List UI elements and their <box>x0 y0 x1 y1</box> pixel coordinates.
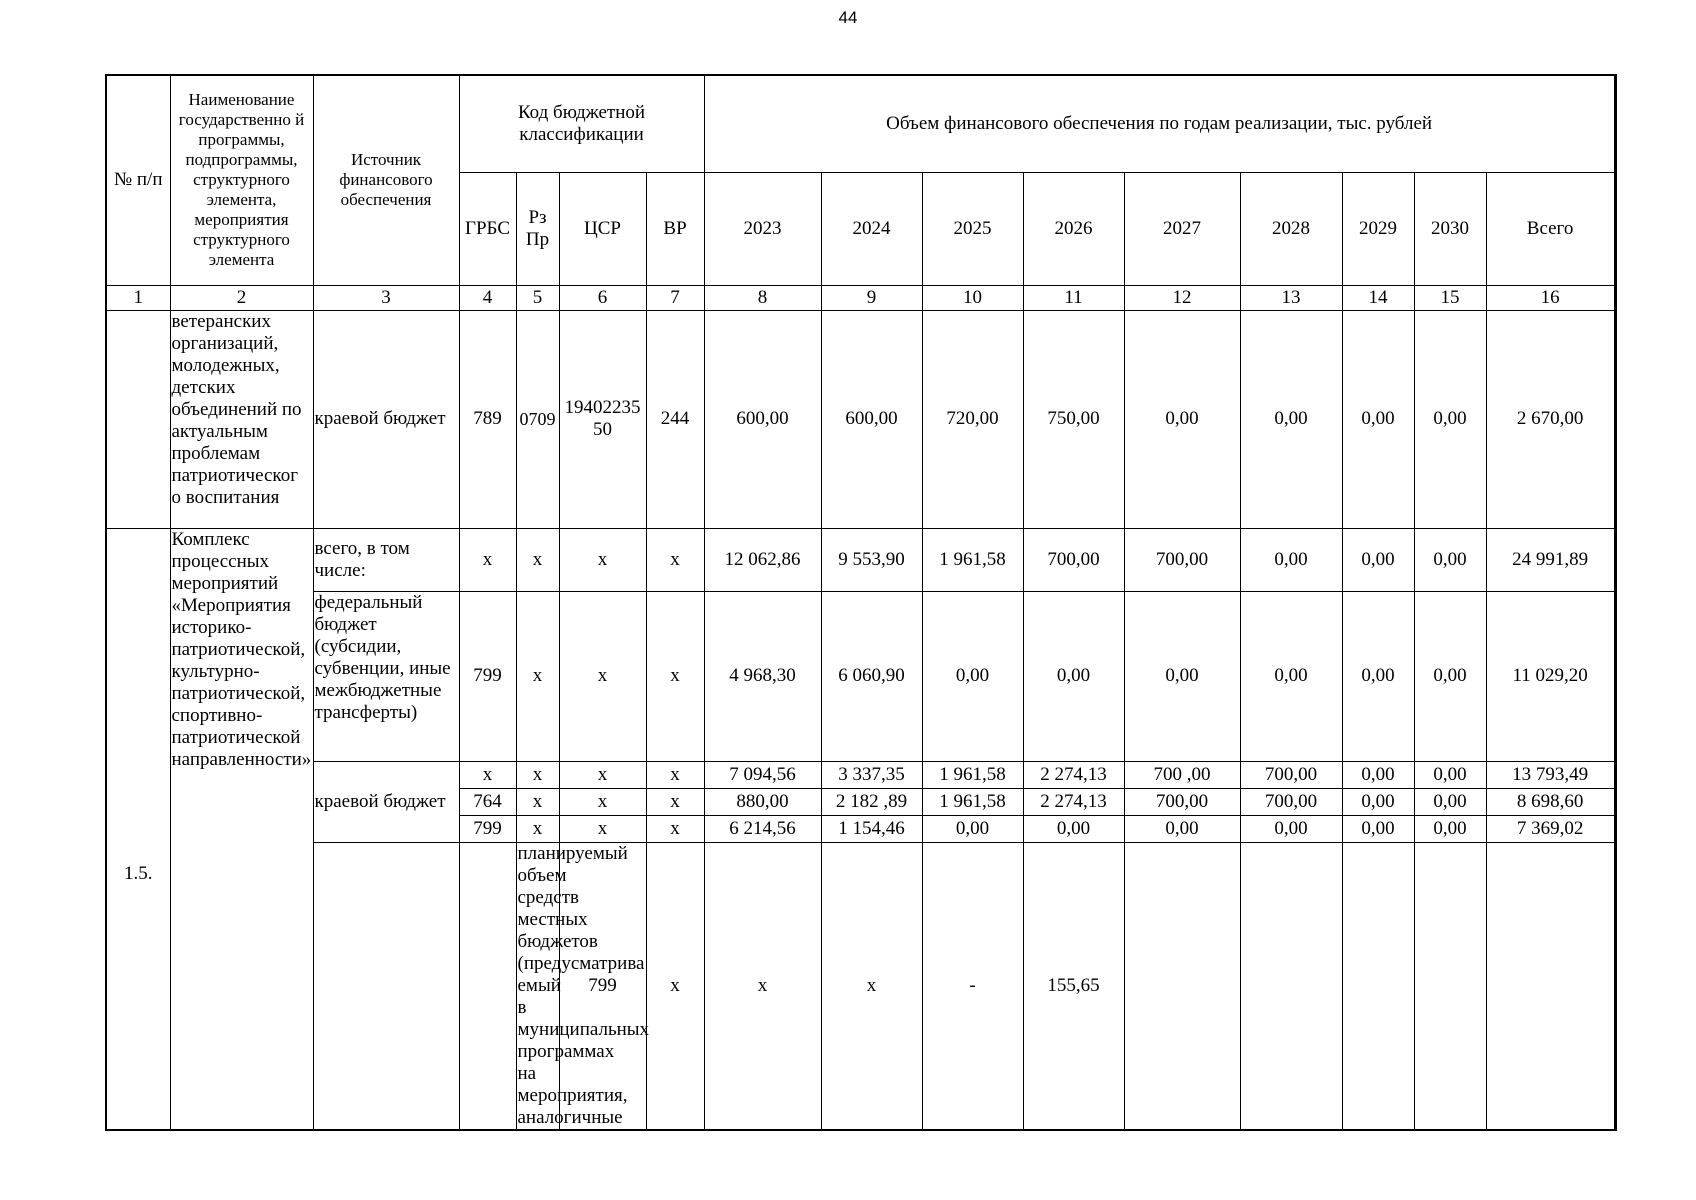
header-source: Источник финансового обеспечения <box>313 75 459 285</box>
value-cell: 0,00 <box>1414 310 1486 528</box>
value-cell: 700 ,00 <box>1124 761 1240 788</box>
col-number: 9 <box>821 285 922 310</box>
column-number-row <box>106 285 1616 310</box>
total-cell: 24 991,89 <box>1486 528 1614 591</box>
funding-source: всего, в том числе: <box>313 528 459 591</box>
header-grbs: ГРБС <box>459 172 516 285</box>
value-cell: 2 182 ,89 <box>821 788 922 815</box>
value-cell: 0,00 <box>1240 815 1342 842</box>
vr-cell: х <box>646 591 704 761</box>
value-cell: 155,65 <box>1023 842 1124 1130</box>
total-cell <box>1615 842 1616 1130</box>
csr-cell: х <box>559 591 646 761</box>
value-cell: 700,00 <box>1023 528 1124 591</box>
total-cell: 13 793,49 <box>1486 761 1614 788</box>
header-year: 2028 <box>1240 172 1342 285</box>
total-cell: 2 670,00 <box>1486 310 1614 528</box>
header-total: Всего <box>1486 172 1614 285</box>
header-num: № п/п <box>106 75 170 285</box>
grbs-cell: х <box>459 761 516 788</box>
header-csr: ЦСР <box>559 172 646 285</box>
total-cell: 8 698,60 <box>1486 788 1614 815</box>
col-number: 4 <box>459 285 516 310</box>
value-cell: - <box>922 842 1023 1130</box>
grbs-cell: 799 <box>459 815 516 842</box>
header-volume-group: Объем финансового обеспечения по годам реализации, тыс. рублей <box>704 75 1614 172</box>
vr-cell: х <box>646 528 704 591</box>
col-number: 10 <box>922 285 1023 310</box>
col-number: 15 <box>1414 285 1486 310</box>
vr-cell: х <box>646 815 704 842</box>
rzpr-cell: х <box>516 761 559 788</box>
value-cell: 0,00 <box>1342 310 1414 528</box>
header-vr: ВР <box>646 172 704 285</box>
header-year: 2023 <box>704 172 821 285</box>
value-cell: 4 968,30 <box>704 591 821 761</box>
value-cell: 700,00 <box>1240 788 1342 815</box>
col-number: 6 <box>559 285 646 310</box>
value-cell: 0,00 <box>1240 591 1342 761</box>
header-year: 2029 <box>1342 172 1414 285</box>
rzpr-cell: х <box>516 815 559 842</box>
header-year: 2025 <box>922 172 1023 285</box>
value-cell: 0,00 <box>1414 591 1486 761</box>
value-cell: 2 274,13 <box>1023 788 1124 815</box>
rzpr-cell: х <box>646 842 704 1130</box>
value-cell: 700,00 <box>1124 528 1240 591</box>
value-cell: 0,00 <box>1124 591 1240 761</box>
grbs-cell: 799 <box>459 591 516 761</box>
csr-cell: х <box>704 842 821 1130</box>
funding-source: планируемый объем средств местных бюджетов (предусматрива емый в муниципальных программах на мероприятия, аналогичные <box>517 842 650 1128</box>
value-cell: 0,00 <box>1124 815 1240 842</box>
header-rzpr: Рз Пр <box>516 172 559 285</box>
measure-name: ветеранских организаций, молодежных, детских объединений по актуальным проблемам патриотическог о воспитания <box>170 310 313 528</box>
funding-source: федеральный бюджет (субсидии, субвенции, иные межбюджетные трансферты) <box>313 591 459 761</box>
value-cell: 12 062,86 <box>704 528 821 591</box>
col-number: 3 <box>313 285 459 310</box>
table-row <box>106 528 1616 591</box>
col-number: 11 <box>1023 285 1124 310</box>
value-cell: 0,00 <box>1414 788 1486 815</box>
value-cell: 3 337,35 <box>821 761 922 788</box>
rzpr-cell: х <box>516 788 559 815</box>
value-cell: 7 094,56 <box>704 761 821 788</box>
value-cell: 0,00 <box>1342 528 1414 591</box>
header-row-1 <box>106 75 1616 172</box>
value-cell <box>1124 842 1240 1130</box>
value-cell: 0,00 <box>922 815 1023 842</box>
value-cell: 720,00 <box>922 310 1023 528</box>
value-cell: 0,00 <box>1414 528 1486 591</box>
row-num-cell: 1.5. <box>106 528 170 1130</box>
csr-cell: 19402235 50 <box>559 310 646 528</box>
value-cell: 750,00 <box>1023 310 1124 528</box>
row-num-cell <box>106 310 170 528</box>
value-cell: 600,00 <box>704 310 821 528</box>
header-year: 2030 <box>1414 172 1486 285</box>
funding-source: краевой бюджет <box>313 310 459 528</box>
value-cell: 880,00 <box>704 788 821 815</box>
value-cell: 0,00 <box>1023 815 1124 842</box>
value-cell: 0,00 <box>1342 761 1414 788</box>
csr-cell: х <box>559 761 646 788</box>
table-row <box>106 591 1616 761</box>
csr-cell: х <box>559 528 646 591</box>
value-cell <box>1342 842 1414 1130</box>
value-cell: 0,00 <box>1124 310 1240 528</box>
budget-table <box>105 74 1617 1131</box>
csr-cell: х <box>559 815 646 842</box>
value-cell <box>1240 842 1342 1130</box>
rzpr-cell: 0709 <box>516 310 559 528</box>
header-year: 2026 <box>1023 172 1124 285</box>
col-number: 8 <box>704 285 821 310</box>
rzpr-cell: х <box>516 528 559 591</box>
funding-source: краевой бюджет <box>313 761 459 842</box>
col-number: 14 <box>1342 285 1414 310</box>
value-cell <box>1486 842 1614 1130</box>
value-cell: 1 961,58 <box>922 788 1023 815</box>
grbs-cell: 789 <box>459 310 516 528</box>
value-cell: 9 553,90 <box>821 528 922 591</box>
grbs-cell: х <box>459 528 516 591</box>
value-cell: 1 961,58 <box>922 528 1023 591</box>
rzpr-cell: х <box>516 591 559 761</box>
vr-cell: х <box>821 842 922 1130</box>
col-number: 16 <box>1486 285 1614 310</box>
value-cell: 0,00 <box>1023 591 1124 761</box>
table-row <box>106 310 1616 528</box>
vr-cell: х <box>646 761 704 788</box>
csr-cell: х <box>559 788 646 815</box>
col-number: 1 <box>106 285 170 310</box>
value-cell: 700,00 <box>1124 788 1240 815</box>
value-cell: 0,00 <box>922 591 1023 761</box>
value-cell: 700,00 <box>1240 761 1342 788</box>
total-cell: 7 369,02 <box>1486 815 1614 842</box>
vr-cell: 244 <box>646 310 704 528</box>
value-cell: 600,00 <box>821 310 922 528</box>
col-number: 2 <box>170 285 313 310</box>
header-year: 2024 <box>821 172 922 285</box>
header-name: Наименование государственно й программы, подпрограммы, структурного элемента, мероприятия структурного элемента <box>170 75 313 285</box>
value-cell: 0,00 <box>1414 761 1486 788</box>
value-cell <box>1414 842 1486 1130</box>
col-number: 12 <box>1124 285 1240 310</box>
value-cell: 6 060,90 <box>821 591 922 761</box>
col-number: 5 <box>516 285 559 310</box>
measure-name: Комплекс процессных мероприятий «Мероприятия историко-патриотической, культурно-патриотической, спортивно-патриотической направленности» <box>170 528 313 1130</box>
grbs-cell: 764 <box>459 788 516 815</box>
row-num-cell <box>313 842 459 1130</box>
header-year: 2027 <box>1124 172 1240 285</box>
value-cell: 0,00 <box>1342 591 1414 761</box>
value-cell: 0,00 <box>1414 815 1486 842</box>
value-cell: 1 961,58 <box>922 761 1023 788</box>
value-cell: 0,00 <box>1240 310 1342 528</box>
value-cell: 0,00 <box>1342 815 1414 842</box>
col-number: 13 <box>1240 285 1342 310</box>
vr-cell: х <box>646 788 704 815</box>
value-cell: 0,00 <box>1342 788 1414 815</box>
total-cell: 11 029,20 <box>1486 591 1614 761</box>
measure-name <box>459 842 516 1130</box>
grbs-cell: 799 <box>559 842 646 1130</box>
table-row <box>106 842 1616 1130</box>
header-code-group: Код бюджетной классификации <box>459 75 704 172</box>
col-number: 7 <box>646 285 704 310</box>
table-row <box>106 761 1616 788</box>
value-cell: 0,00 <box>1240 528 1342 591</box>
value-cell: 1 154,46 <box>821 815 922 842</box>
value-cell: 2 274,13 <box>1023 761 1124 788</box>
value-cell: 6 214,56 <box>704 815 821 842</box>
page-number: 44 <box>838 8 858 27</box>
